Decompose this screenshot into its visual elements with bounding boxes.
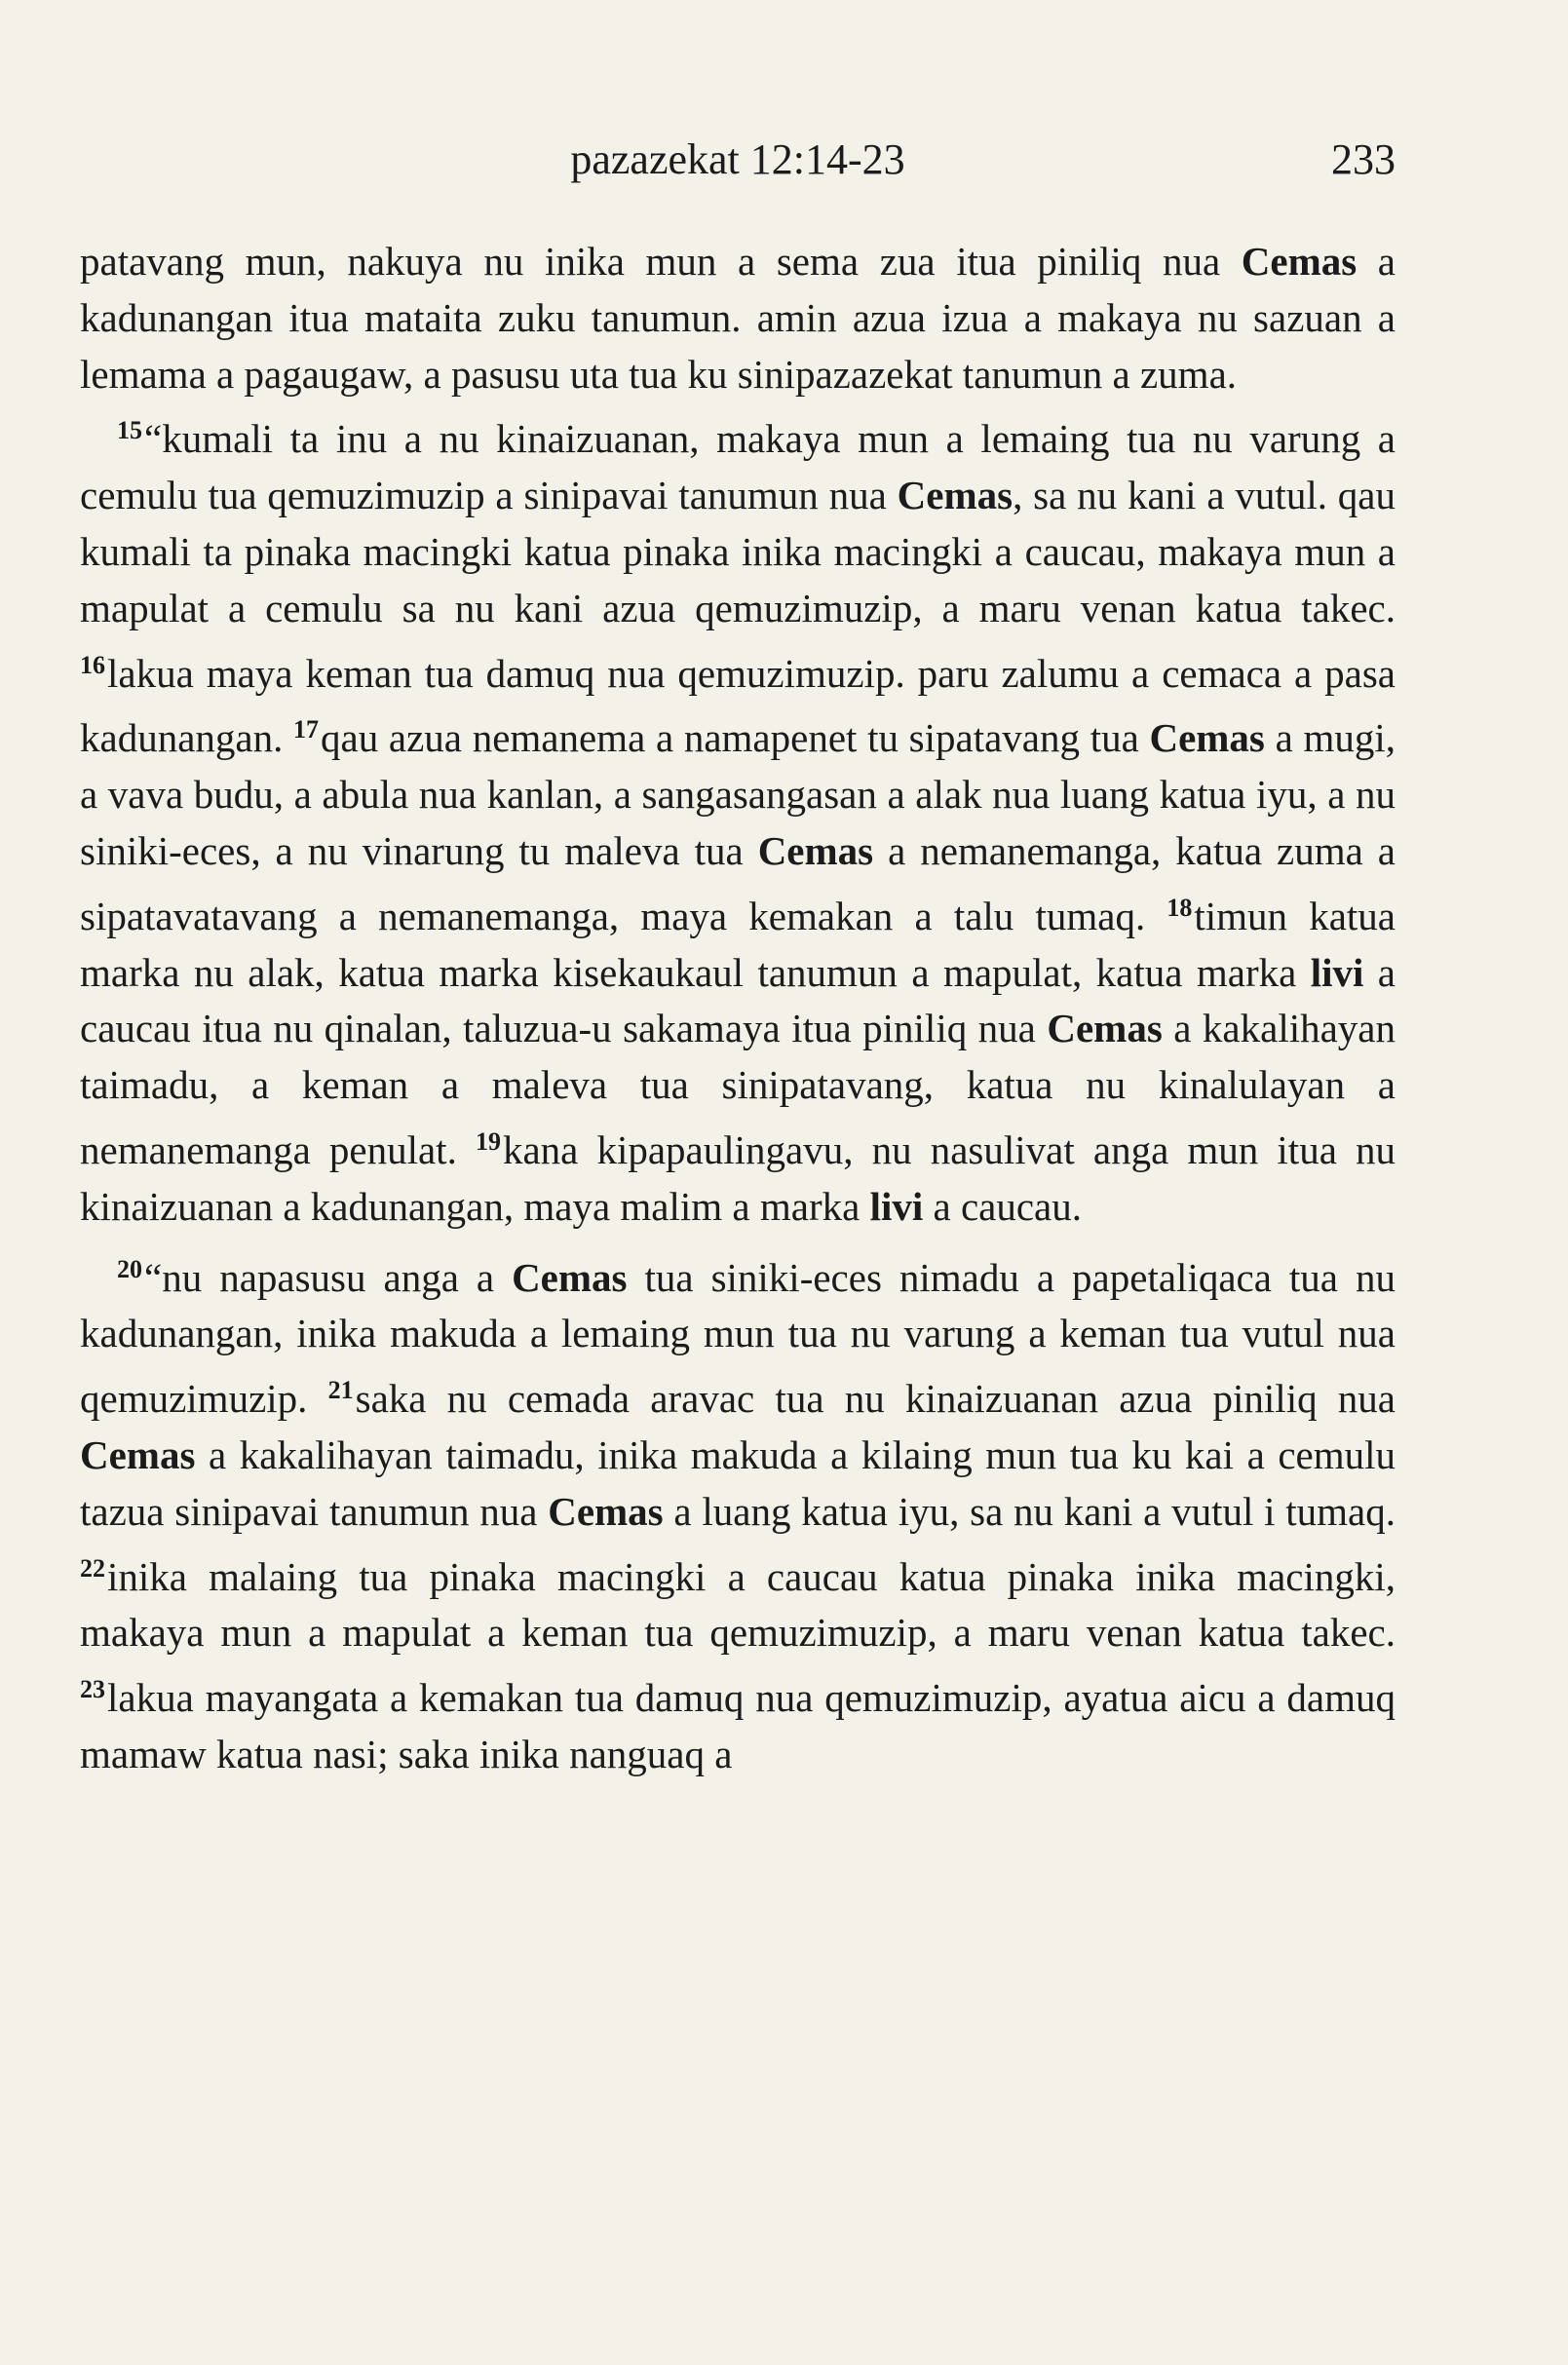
- verse-number: 18: [1166, 893, 1193, 922]
- text-run: saka nu cemada aravac tua nu kinaizuanan azua piniliq nua: [355, 1376, 1396, 1422]
- text-run: a nemanemanga, katua zuma a sipatavatavang a nemanemanga, maya kemakan a talu tumaq.: [80, 827, 1396, 938]
- text-run: inika malaing tua pinaka macingki a caucau katua pinaka inika macingki, makaya mun a mapulat a keman tua qemuzimuzip, a maru venan katua takec.: [80, 1553, 1396, 1656]
- running-header: [80, 125, 1396, 195]
- verse-number: 15: [117, 416, 142, 445]
- bold-term: Cemas: [1241, 239, 1358, 284]
- text-run: a kakalihayan taimadu, a keman a maleva tua sinipatavang, katua nu kinalulayan a nemanemanga penulat.: [80, 1006, 1396, 1172]
- verse-number: 23: [80, 1675, 105, 1704]
- text-run: a mugi, a vava budu, a abula nua kanlan, a sangasangasan a alak nua luang katua iyu, a nu siniki-eces, a nu vinarung tu maleva tua: [80, 715, 1396, 873]
- text-run: qau azua nemanema a namapenet tu sipatavang tua: [321, 715, 1150, 761]
- text-run: patavang mun, nakuya nu inika mun a sema zua itua piniliq nua: [80, 239, 1242, 284]
- text-run: , sa nu kani a vutul. qau kumali ta pinaka macingki katua pinaka inika macingki a caucau, makaya mun a mapulat a cemulu sa nu kani azua qemuzimuzip, a maru venan katua takec.: [80, 473, 1396, 630]
- bold-term: Cemas: [1047, 1006, 1163, 1051]
- text-body: [80, 234, 1396, 1783]
- paragraph: [80, 402, 1396, 1235]
- verse-number: 20: [117, 1254, 142, 1283]
- text-run: timun katua marka nu alak, katua marka kisekaukaul tanumun a mapulat, katua marka: [80, 893, 1396, 995]
- text-run: a caucau.: [923, 1183, 1082, 1229]
- verse-number: 21: [327, 1376, 354, 1405]
- text-run: a kakalihayan taimadu, inika makuda a kilaing mun tua ku kai a cemulu tazua sinipavai tanumun nua: [80, 1431, 1396, 1534]
- paragraph: [80, 234, 1396, 402]
- text-run: “nu napasusu anga a: [144, 1254, 513, 1300]
- text-run: tua siniki-eces nimadu a papetaliqaca tua nu kadunangan, inika makuda a lemaing mun tua nu varung a keman tua vutul nua qemuzimuzip.: [80, 1254, 1396, 1422]
- verse-number: 16: [80, 650, 105, 679]
- bold-term: Cemas: [1149, 715, 1265, 761]
- verse-number: 22: [80, 1553, 105, 1583]
- bold-term: livi: [1310, 949, 1364, 995]
- bold-term: Cemas: [897, 473, 1013, 518]
- bold-term: livi: [869, 1183, 924, 1229]
- bold-term: Cemas: [548, 1488, 664, 1534]
- bold-term: Cemas: [80, 1431, 196, 1477]
- paragraph: [80, 1241, 1396, 1783]
- verse-number: 19: [475, 1126, 501, 1156]
- page-number: 233: [1331, 135, 1396, 183]
- text-run: a kadunangan itua mataita zuku tanumun. amin azua izua a makaya nu sazuan a lemama a pagaugaw, a pasusu uta tua ku sinipazazekat tanumun a zuma.: [80, 239, 1396, 397]
- bold-term: Cemas: [512, 1254, 628, 1300]
- text-run: kana kipapaulingavu, nu nasulivat anga mun itua nu kinaizuanan a kadunangan, maya malim a marka: [80, 1126, 1396, 1229]
- text-run: lakua maya keman tua damuq nua qemuzimuzip. paru zalumu a cemaca a pasa kadunangan.: [80, 650, 1396, 761]
- bold-term: Cemas: [757, 827, 874, 873]
- text-run: lakua mayangata a kemakan tua damuq nua qemuzimuzip, ayatua aicu a damuq mamaw katua nasi; saka inika nanguaq a: [80, 1675, 1396, 1776]
- running-title: pazazekat 12:14-23: [570, 135, 905, 183]
- verse-number: 17: [293, 715, 320, 744]
- text-run: “kumali ta inu a nu kinaizuanan, makaya mun a lemaing tua nu varung a cemulu tua qemuzimuzip a sinipavai tanumun nua: [80, 416, 1396, 518]
- text-run: a luang katua iyu, sa nu kani a vutul i tumaq.: [663, 1488, 1396, 1534]
- text-run: a caucau itua nu qinalan, taluzua-u sakamaya itua piniliq nua: [80, 949, 1396, 1051]
